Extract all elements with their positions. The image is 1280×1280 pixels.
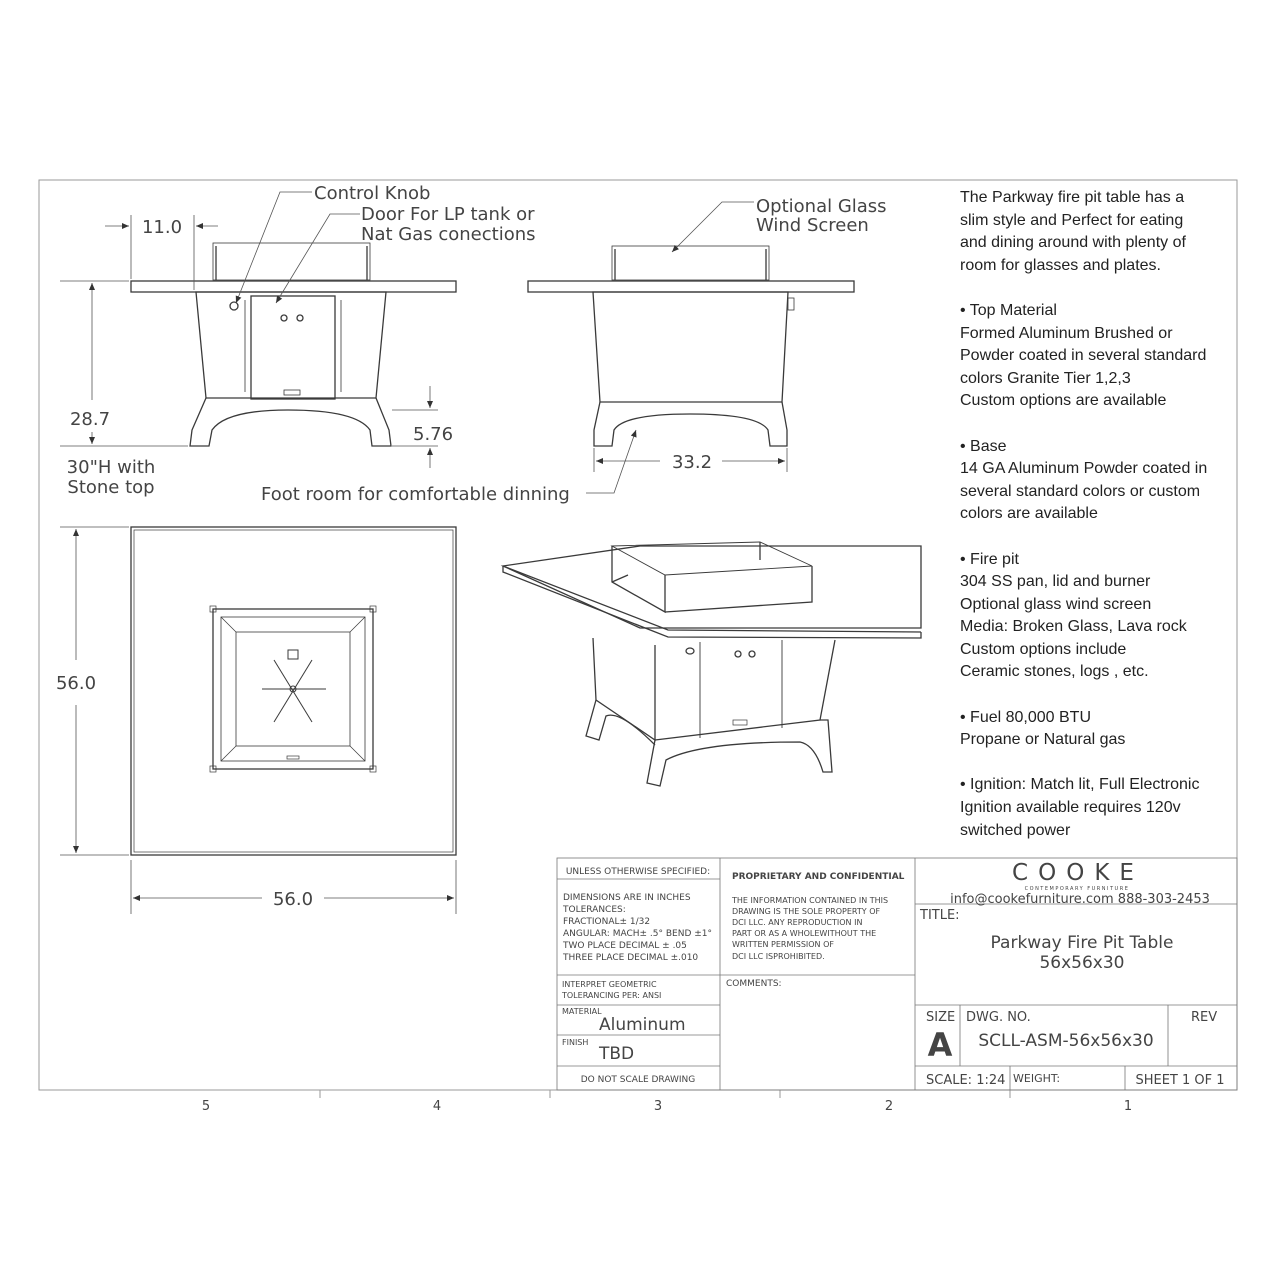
company-contact: info@cookefurniture.com 888-303-2453 [950, 892, 1210, 907]
tb-prop-1: DRAWING IS THE SOLE PROPERTY OF [732, 907, 881, 916]
fire-pit-4: Custom options include [960, 640, 1127, 658]
fire-pit-1: 304 SS pan, lid and burner [960, 573, 1151, 591]
tb-prop-2: DCI LLC. ANY REPRODUCTION IN [732, 918, 863, 927]
tb-weight: WEIGHT: [1013, 1072, 1061, 1085]
fuel-1: Propane or Natural gas [960, 731, 1126, 749]
tb-finish-label: FINISH [562, 1038, 589, 1047]
tb-sheet: SHEET 1 OF 1 [1135, 1073, 1225, 1088]
dim-foot-clearance: 5.76 [413, 424, 454, 445]
front-tabletop [131, 281, 456, 292]
tb-proprietary: PROPRIETARY AND CONFIDENTIAL [732, 872, 905, 882]
tb-dwg-no: SCLL-ASM-56x56x30 [978, 1031, 1154, 1051]
fire-pit-2: Optional glass wind screen [960, 595, 1152, 613]
company-logo: COOKE [1012, 860, 1144, 886]
tb-tol-3: ANGULAR: MACH± .5° BEND ±1° [563, 929, 713, 939]
tb-prop-4: WRITTEN PERMISSION OF [732, 940, 834, 949]
top-annotations [60, 527, 456, 914]
top-material-3: colors Granite Tier 1,2,3 [960, 369, 1131, 387]
intro-0: The Parkway fire pit table has a [960, 189, 1185, 206]
height-note-1: 30"H with [66, 457, 156, 478]
tb-dwg-label: DWG. NO. [966, 1010, 1031, 1025]
tb-prop-0: THE INFORMATION CONTAINED IN THIS [732, 896, 889, 905]
height-note-2: Stone top [67, 477, 155, 498]
fuel-0: • Fuel 80,000 BTU [960, 708, 1091, 726]
tb-interpret-1: TOLERANCING PER: ANSI [562, 991, 662, 1000]
base-3: colors are available [960, 505, 1098, 523]
side-tabletop [528, 281, 854, 292]
tb-size-label: SIZE [926, 1010, 956, 1025]
base-2: several standard colors or custom [960, 482, 1201, 500]
callout-door-1: Door For LP tank or [361, 204, 535, 225]
top-view [131, 527, 456, 855]
tb-tol-0: DIMENSIONS ARE IN INCHES [563, 893, 691, 903]
ignition-2: switched power [960, 821, 1071, 839]
zone-3: 3 [653, 1099, 663, 1114]
front-door [251, 296, 335, 399]
tb-prop-5: DCI LLC ISPROHIBITED. [732, 952, 825, 961]
tb-interpret-0: INTERPRET GEOMETRIC [562, 980, 657, 989]
isometric-view [503, 542, 921, 786]
burner-icon [262, 650, 326, 722]
top-material-2: Powder coated in several standard [960, 347, 1207, 365]
tb-finish: TBD [599, 1044, 635, 1064]
ignition-0: • Ignition: Match lit, Full Electronic [960, 776, 1200, 794]
callout-foot-room: Foot room for comfortable dinning [261, 484, 570, 505]
callout-door-2: Nat Gas conections [361, 224, 536, 245]
fire-pit-5: Ceramic stones, logs , etc. [960, 663, 1149, 681]
tb-comments: COMMENTS: [726, 979, 782, 989]
title-block-text [561, 860, 1225, 1088]
tb-tol-1: TOLERANCES: [563, 905, 626, 915]
iso-tabletop [503, 546, 921, 628]
tb-rev-label: REV [1191, 1010, 1218, 1025]
tb-tol-5: THREE PLACE DECIMAL ±.010 [563, 953, 699, 963]
zone-5: 5 [201, 1099, 211, 1114]
zone-1: 1 [1123, 1099, 1133, 1114]
fire-pit-0: • Fire pit [960, 550, 1019, 568]
tb-material: Aluminum [599, 1015, 686, 1035]
tb-prop-3: PART OR AS A WHOLEWITHOUT THE [732, 929, 877, 938]
tb-size: A [927, 1026, 953, 1064]
dim-leg-offset: 11.0 [141, 217, 183, 238]
callout-glass-2: Wind Screen [756, 215, 869, 236]
tb-material-label: MATERIAL [562, 1007, 602, 1016]
intro-3: room for glasses and plates. [960, 256, 1161, 274]
side-view [528, 246, 854, 446]
intro-2: and dining around with plenty of [960, 234, 1186, 252]
tb-unless: UNLESS OTHERWISE SPECIFIED: [565, 867, 711, 877]
zone-2: 2 [884, 1099, 894, 1114]
intro-1: slim style and Perfect for eating [960, 211, 1184, 229]
top-material-4: Custom options are available [960, 392, 1167, 410]
base-1: 14 GA Aluminum Powder coated in [960, 460, 1208, 478]
tb-tol-4: TWO PLACE DECIMAL ± .05 [563, 941, 687, 951]
drawing-title-1: Parkway Fire Pit Table [990, 933, 1174, 953]
zone-4: 4 [432, 1099, 442, 1114]
ignition-1: Ignition available requires 120v [960, 799, 1181, 817]
dim-height: 28.7 [69, 409, 111, 430]
dim-top-width: 56.0 [272, 889, 314, 910]
top-material-0: • Top Material [960, 301, 1057, 319]
callout-glass-1: Optional Glass [756, 196, 887, 217]
fire-pit-3: Media: Broken Glass, Lava rock [960, 618, 1187, 636]
drawing-title-2: 56x56x30 [1039, 953, 1125, 973]
control-knob-icon [230, 302, 238, 310]
zone-labels [202, 1090, 1132, 1114]
dim-side-width: 33.2 [671, 452, 713, 473]
dim-top-depth: 56.0 [55, 673, 97, 694]
company-sub: CONTEMPORARY FURNITURE [1024, 886, 1130, 892]
callout-control-knob: Control Knob [314, 183, 431, 204]
tb-do-not-scale: DO NOT SCALE DRAWING [580, 1075, 696, 1085]
tb-tol-2: FRACTIONAL± 1/32 [563, 917, 651, 927]
top-material-1: Formed Aluminum Brushed or [960, 324, 1173, 342]
tb-scale: SCALE: 1:24 [926, 1073, 1006, 1088]
base-0: • Base [960, 437, 1007, 455]
spec-description [960, 187, 1240, 842]
tb-title-label: TITLE: [920, 908, 960, 923]
